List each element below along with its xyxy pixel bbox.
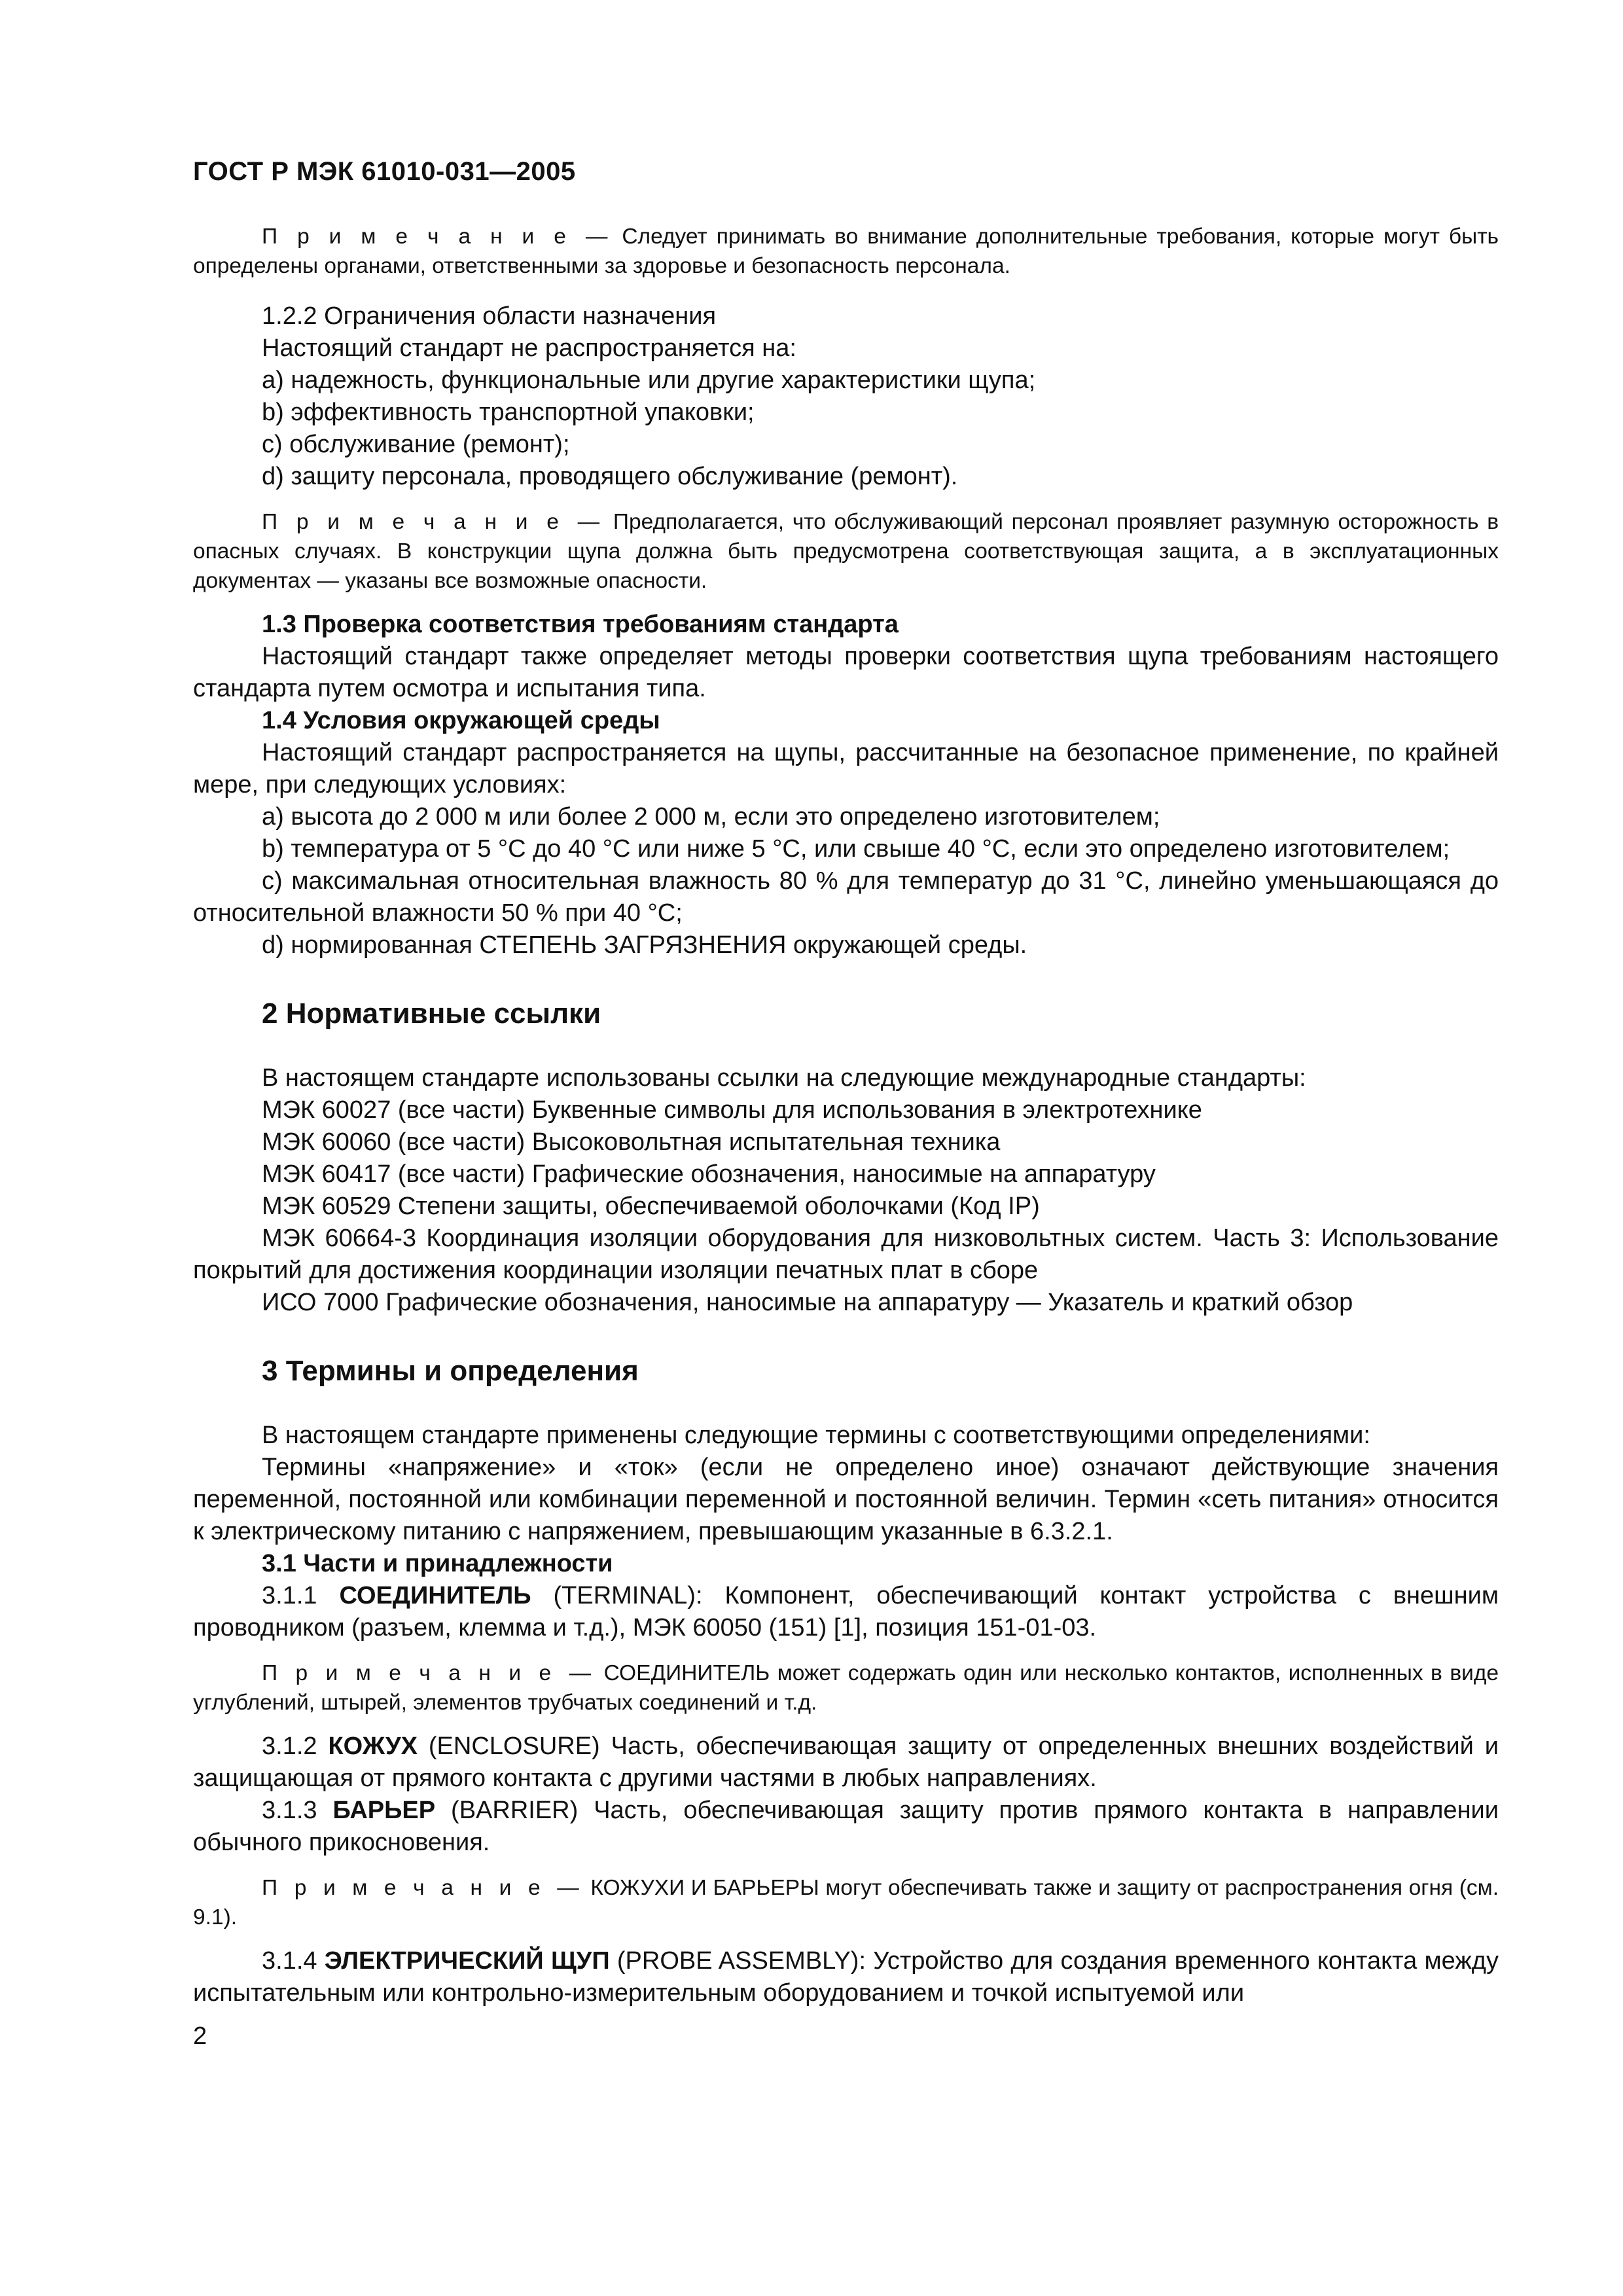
reference-item: МЭК 60027 (все части) Буквенные символы для использования в электротехнике (262, 1096, 1202, 1124)
term-name: ЭЛЕКТРИЧЕСКИЙ ЩУП (324, 1947, 610, 1975)
note-label: П р и м е ч а н и е — (262, 510, 605, 534)
term-definition: (TERMINAL): Компонент, обеспечивающий контакт устройства с внешним проводником (разъем, клемма и т.д.), МЭК 60050 (151) [1], позиция 151-01-03. (193, 1582, 1499, 1641)
note-text: СОЕДИНИТЕЛЬ может содержать один или несколько контактов, исполненных в виде углублений, штырей, элементов трубчатых соединений и т.д. (193, 1661, 1499, 1715)
section-1-2-2-intro: Настоящий стандарт не распространяется на: (262, 334, 796, 362)
list-item: a) высота до 2 000 м или более 2 000 м, если это определено изготовителем; (262, 803, 1160, 831)
note-text: Предполагается, что обслуживающий персонал проявляет разумную осторожность в опасных случаях. В конструкции щупа должна быть предусмотрена соответствующая защита, а в эксплуатационных документах — указаны все возможные опасности. (193, 510, 1499, 593)
section-1-4-title: 1.4 Условия окружающей среды (262, 707, 660, 734)
term-number: 3.1.4 (262, 1947, 325, 1975)
term-3-1-4 (193, 1945, 1499, 2009)
note-text: КОЖУХИ И БАРЬЕРЫ могут обеспечивать также и защиту от распространения огня (см. 9.1). (193, 1876, 1499, 1929)
term-name: БАРЬЕР (332, 1797, 436, 1824)
reference-item: МЭК 60529 Степени защиты, обеспечиваемой оболочками (Код IP) (262, 1193, 1040, 1220)
term-definition: (PROBE ASSEMBLY): Устройство для создания временного контакта между испытательным или контрольно-измерительным оборудованием и точкой испытуемой или (193, 1947, 1499, 2007)
term-name: СОЕДИНИТЕЛЬ (339, 1582, 531, 1609)
reference-item: МЭК 60664-3 Координация изоляции оборудования для низковольтных систем. Часть 3: Использование покрытий для достижения координации изоляции печатных плат в сборе (193, 1225, 1499, 1284)
reference-item: ИСО 7000 Графические обозначения, наносимые на аппаратуру — Указатель и краткий обзор (262, 1289, 1353, 1316)
document-page (193, 157, 1499, 2009)
note-3 (193, 1659, 1499, 1717)
note-2 (193, 507, 1499, 596)
list-item: b) эффективность транспортной упаковки; (262, 399, 755, 426)
term-3-1-2 (193, 1731, 1499, 1795)
term-number: 3.1.1 (262, 1582, 340, 1609)
note-label: П р и м е ч а н и е — (262, 1661, 597, 1685)
term-definition: (BARRIER) Часть, обеспечивающая защиту против прямого контакта в направлении обычного прикосновения. (193, 1797, 1499, 1856)
document-header: ГОСТ Р МЭК 61010-031—2005 (193, 157, 576, 186)
note-1 (193, 222, 1499, 281)
section-3-intro: В настоящем стандарте применены следующие термины с соответствующими определениями: (262, 1422, 1370, 1449)
section-1-4-intro: Настоящий стандарт распространяется на щупы, рассчитанные на безопасное применение, по крайней мере, при следующих условиях: (193, 739, 1499, 798)
section-1-2-2-title: 1.2.2 Ограничения области назначения (262, 302, 717, 330)
section-3-text: Термины «напряжение» и «ток» (если не определено иное) означают действующие значения переменной, постоянной или комбинации переменной и постоянной величин. Термин «сеть питания» относится к электрическому питанию с напряжением, превышающим указанные в 6.3.2.1. (193, 1454, 1499, 1545)
section-2-intro: В настоящем стандарте использованы ссылки на следующие международные стандарты: (262, 1064, 1306, 1092)
list-item: c) максимальная относительная влажность 80 % для температур до 31 °С, линейно уменьшающаяся до относительной влажности 50 % при 40 °С; (193, 867, 1499, 927)
section-1-3-text: Настоящий стандарт также определяет методы проверки соответствия щупа требованиям настоящего стандарта путем осмотра и испытания типа. (193, 643, 1499, 702)
note-label: П р и м е ч а н и е — (262, 1876, 584, 1900)
section-3-heading: 3 Термины и определения (262, 1355, 639, 1387)
list-item: c) обслуживание (ремонт); (262, 431, 570, 458)
list-item: d) нормированная СТЕПЕНЬ ЗАГРЯЗНЕНИЯ окружающей среды. (262, 931, 1027, 959)
list-item: b) температура от 5 °С до 40 °С или ниже 5 °С, или свыше 40 °С, если это определено изготовителем; (262, 835, 1450, 863)
term-3-1-1 (193, 1580, 1499, 1644)
section-2-heading: 2 Нормативные ссылки (262, 997, 601, 1030)
section-1-3-title: 1.3 Проверка соответствия требованиям стандарта (262, 611, 899, 638)
term-3-1-3 (193, 1795, 1499, 1859)
page-number: 2 (193, 2022, 207, 2050)
term-name: КОЖУХ (328, 1732, 418, 1760)
reference-item: МЭК 60060 (все части) Высоковольтная испытательная техника (262, 1128, 1001, 1156)
term-number: 3.1.3 (262, 1797, 333, 1824)
list-item: a) надежность, функциональные или другие характеристики щупа; (262, 367, 1036, 394)
note-4 (193, 1873, 1499, 1932)
note-text: Следует принимать во внимание дополнительные требования, которые могут быть определены органами, ответственными за здоровье и безопасность персонала. (193, 224, 1499, 278)
term-definition: (ENCLOSURE) Часть, обеспечивающая защиту от определенных внешних воздействий и защищающая от прямого контакта с другими частями в любых направлениях. (193, 1732, 1499, 1792)
reference-item: МЭК 60417 (все части) Графические обозначения, наносимые на аппаратуру (262, 1160, 1156, 1188)
term-number: 3.1.2 (262, 1732, 329, 1760)
list-item: d) защиту персонала, проводящего обслуживание (ремонт). (262, 463, 958, 490)
section-3-1-title: 3.1 Части и принадлежности (262, 1550, 613, 1577)
note-label: П р и м е ч а н и е — (262, 224, 613, 249)
